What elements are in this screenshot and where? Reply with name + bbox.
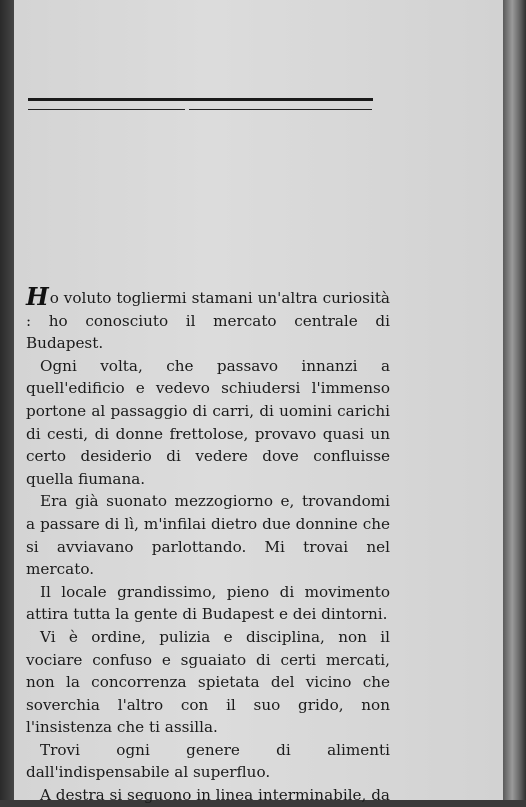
decorative-top-rule (28, 98, 373, 101)
drop-cap: H (26, 282, 49, 311)
paragraph-3: Era già suonato mezzogiorno e, trovandomi a passare di lì, m'infilai dietro due donnine che si avviavano parlottando. Mi trovai nel mercato. (26, 492, 390, 579)
decorative-rule-left (28, 109, 185, 110)
page-body-text (26, 282, 390, 807)
decorative-rule-right (189, 109, 372, 110)
paragraph-1-text: o voluto togliermi stamani un'altra curiosità : ho conosciuto il mercato centrale di Budapest. (26, 289, 390, 353)
book-gutter (503, 0, 526, 800)
paragraph-6: Trovi ogni genere di alimenti dall'indispensabile al superfluo. (26, 740, 390, 782)
paragraph-7: A destra si seguono in linea interminabile, da (40, 786, 390, 805)
paragraph-5: Vi è ordine, pulizia e disciplina, non il vociare confuso e sguaiato di certi mercati, non la concorrenza spietata del vicino che soverchia l'altro con il suo grido, non l'insistenza che ti assilla. (26, 627, 390, 737)
paragraph-2: Ogni volta, che passavo innanzi a quell'edificio e vedevo schiudersi l'immenso portone al passaggio di carri, di uomini carichi di cesti, di donne frettolose, provavo quasi un certo desiderio di vedere dove confluisse quella fiumana. (26, 356, 390, 488)
paragraph-4: Il locale grandissimo, pieno di movimento attira tutta la gente di Budapest e dei dintorni. (26, 582, 390, 624)
paragraph-1 (26, 282, 390, 355)
